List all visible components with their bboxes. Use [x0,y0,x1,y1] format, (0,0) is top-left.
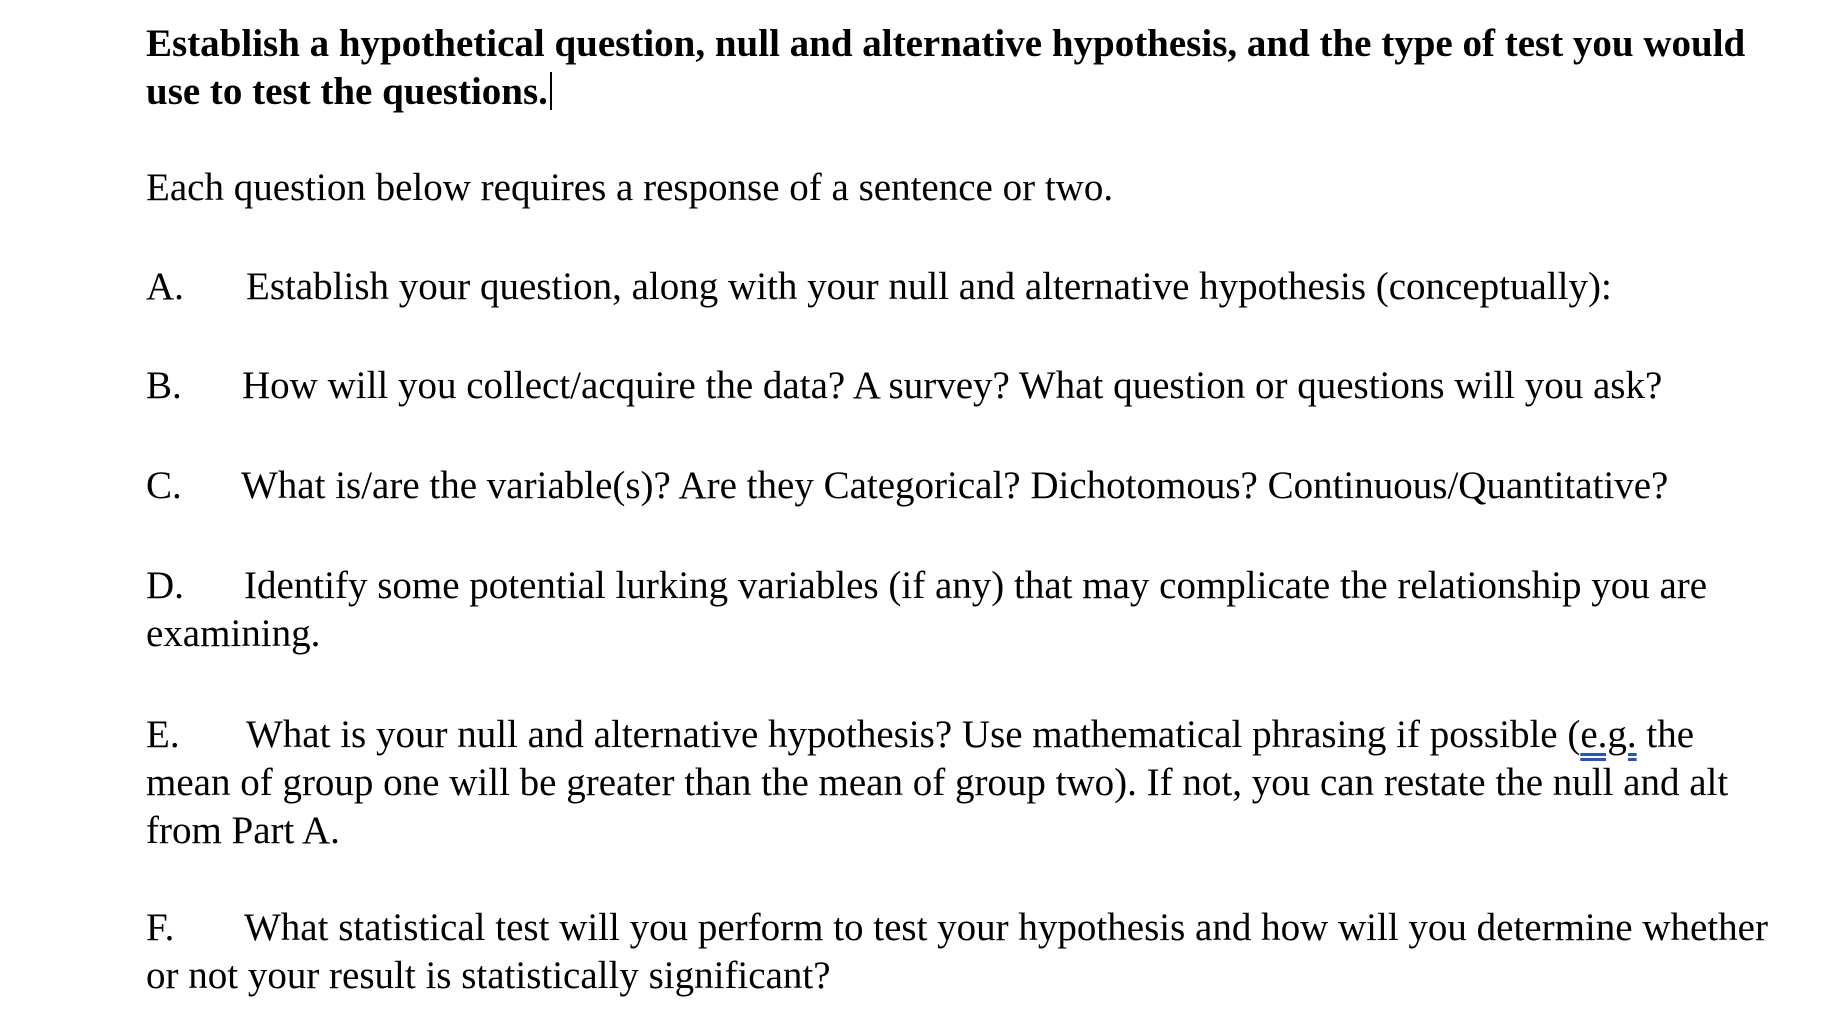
question-a-text: Establish your question, along with your null and alternative hypothesis (conceptually): [246,265,1612,308]
question-f-letter: F. [146,906,175,949]
question-e[interactable] [146,711,1786,855]
spellcheck-flagged-word[interactable]: e.g. [1580,713,1637,756]
question-b-letter: B. [146,364,182,407]
question-a[interactable] [146,263,1786,311]
question-e-text-after: the mean of group one will be greater than the mean of group two). If not, you can restate the null and alt from Part A. [146,713,1729,852]
document-title[interactable] [146,20,1786,116]
question-d-letter: D. [146,564,184,607]
intro-paragraph[interactable]: Each question below requires a response of a sentence or two. [146,166,1114,209]
text-cursor [550,72,552,110]
title-text: Establish a hypothetical question, null and alternative hypothesis, and the type of test you would use to test the questions. [146,22,1746,113]
question-e-letter: E. [146,713,180,756]
question-c-text: What is/are the variable(s)? Are they Categorical? Dichotomous? Continuous/Quantitative? [241,464,1669,507]
question-f[interactable] [146,904,1786,1000]
question-b-text: How will you collect/acquire the data? A survey? What question or questions will you ask? [242,364,1663,407]
question-e-text-before: What is your null and alternative hypothesis? Use mathematical phrasing if possible ( [246,713,1581,756]
document-page[interactable] [146,20,1786,1000]
question-b[interactable] [146,362,1786,410]
question-c[interactable] [146,462,1786,510]
question-d[interactable] [146,562,1786,658]
question-c-letter: C. [146,464,182,507]
question-d-text: Identify some potential lurking variables (if any) that may complicate the relationship you are examining. [146,564,1708,655]
question-a-letter: A. [146,265,184,308]
question-f-text: What statistical test will you perform to test your hypothesis and how will you determine whether or not your result is statistically significant? [146,906,1768,997]
